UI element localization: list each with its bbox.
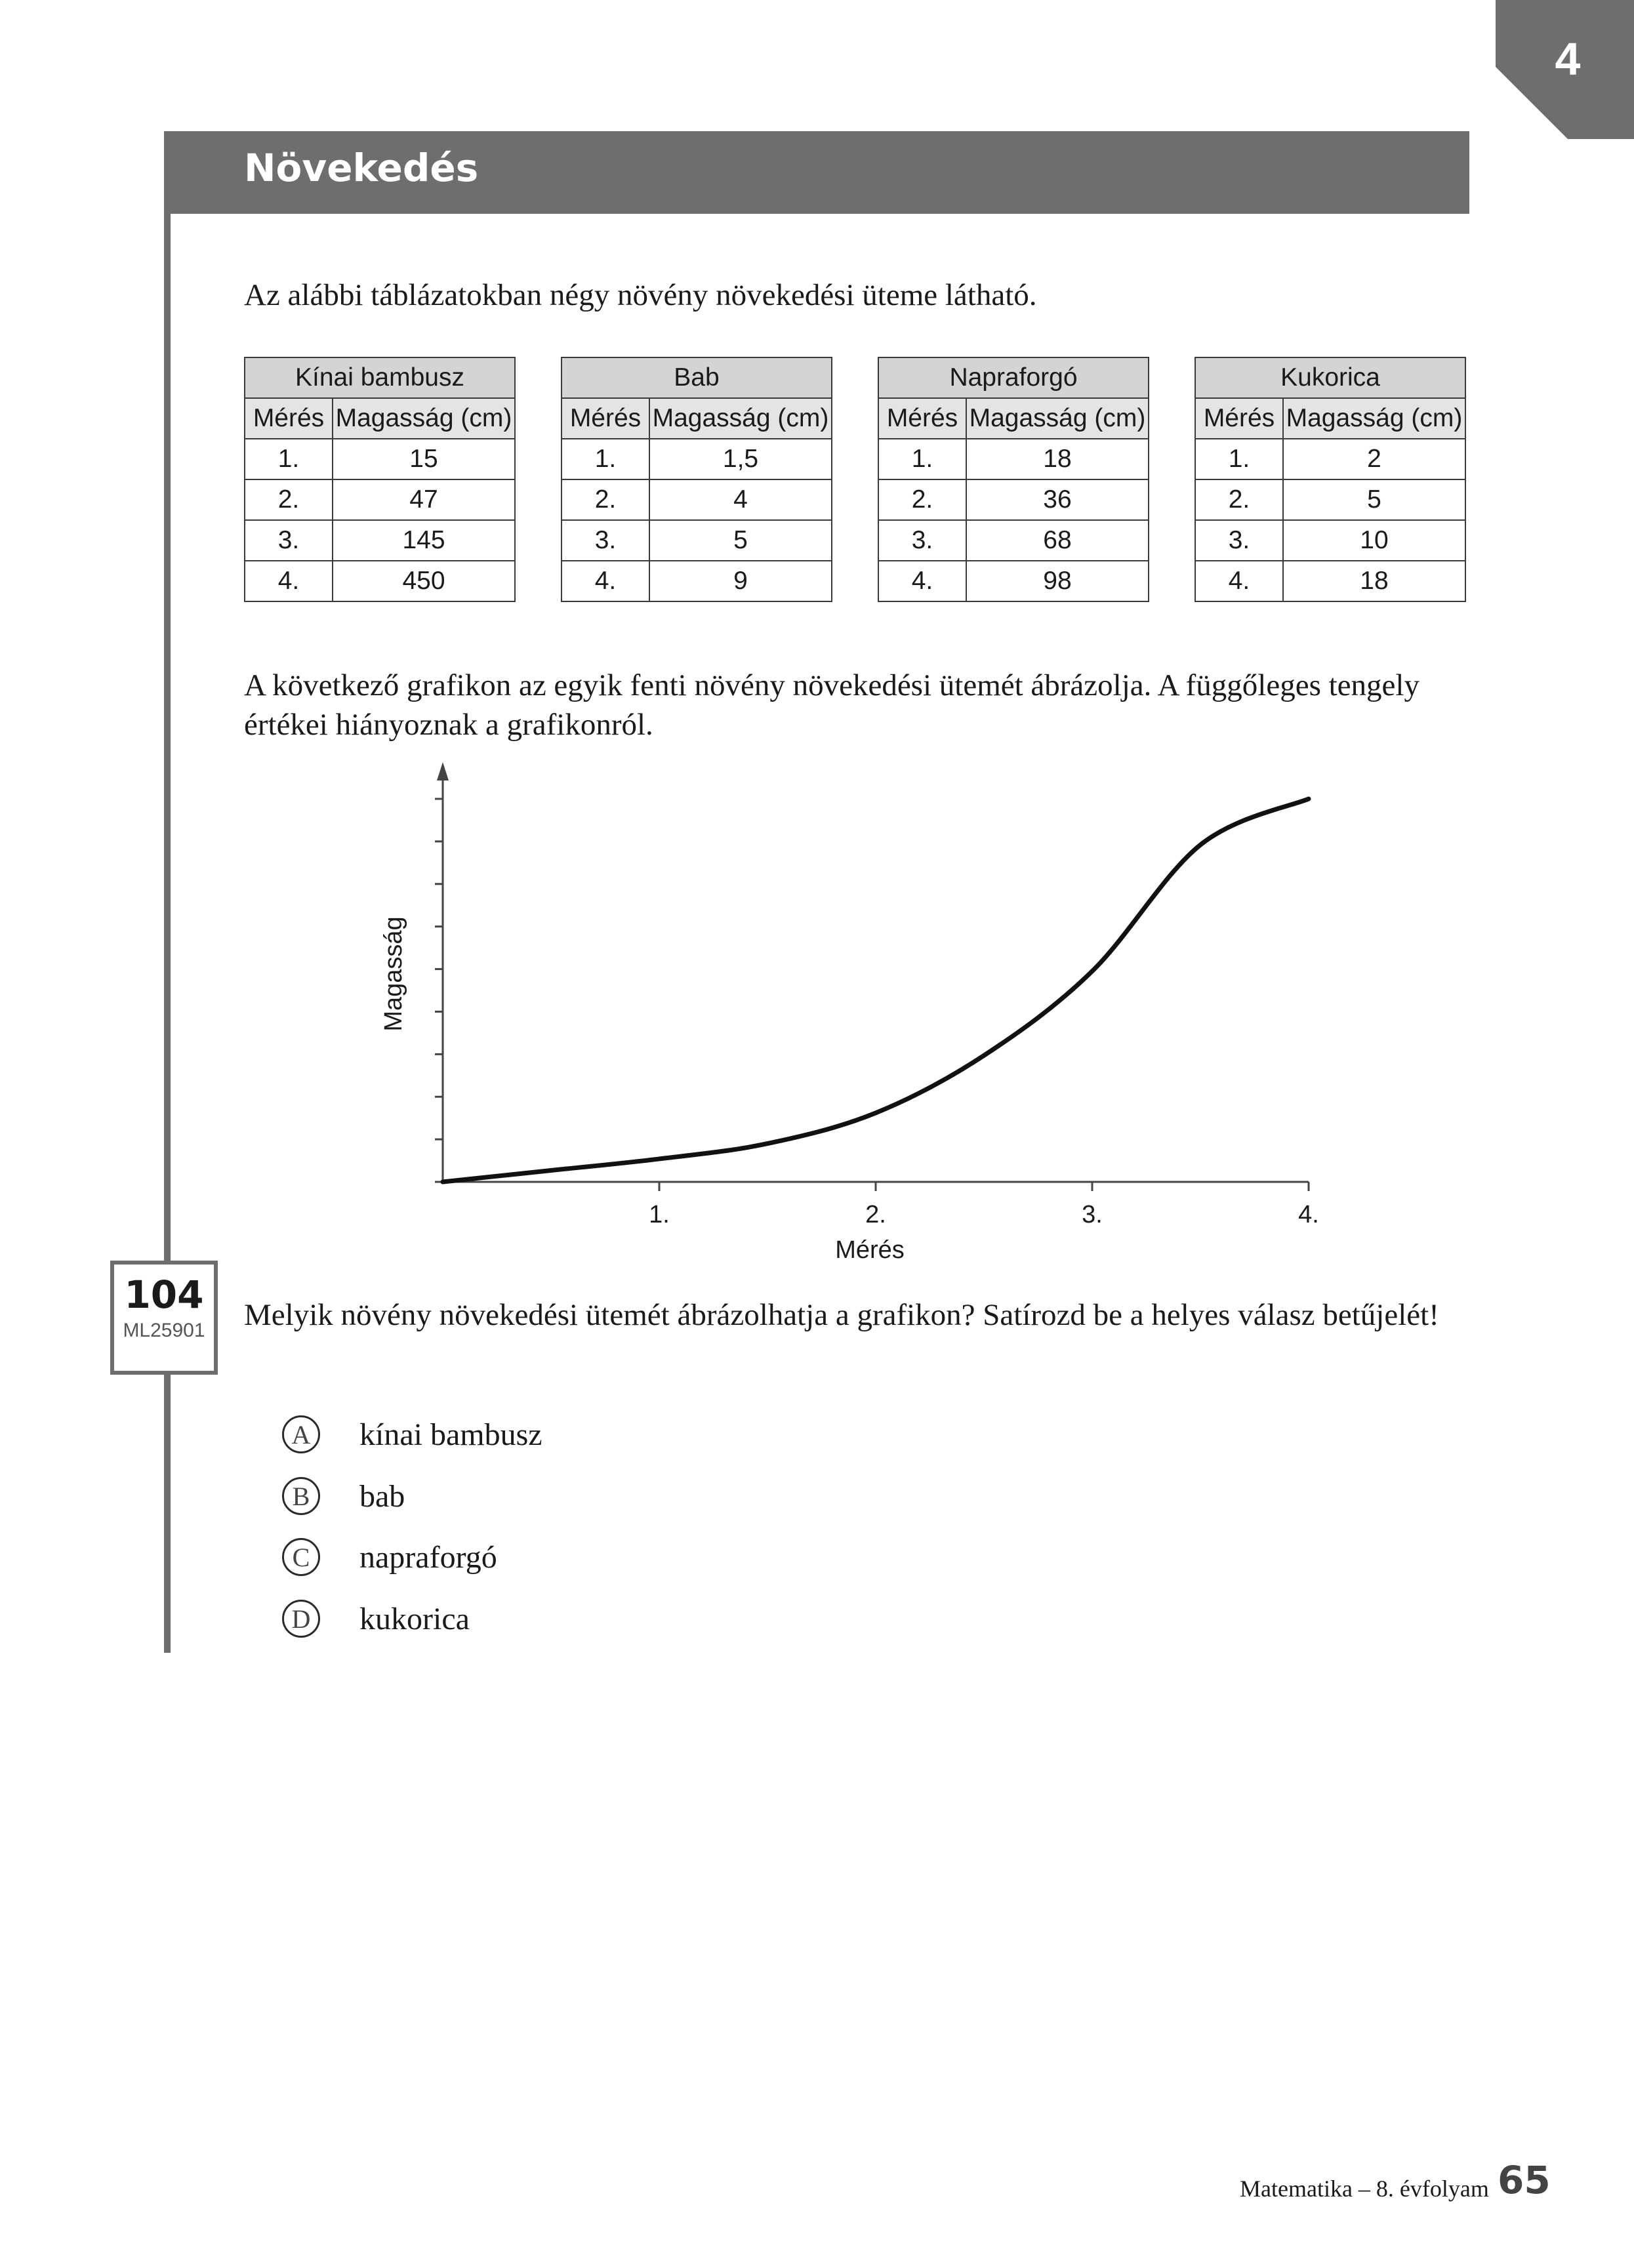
answer-bubble-b[interactable]: B xyxy=(282,1477,320,1515)
y-axis-arrow xyxy=(437,762,449,780)
answer-bubble-d[interactable]: D xyxy=(282,1600,320,1638)
column-header: Magasság (cm) xyxy=(333,398,515,439)
table-kinai-bambusz xyxy=(244,357,516,602)
intro-text: Az alábbi táblázatokban négy növény növekedési üteme látható. xyxy=(244,278,1037,312)
left-margin-rule xyxy=(164,131,171,1653)
x-tick-label: 1. xyxy=(649,1201,670,1228)
table-cell: 18 xyxy=(1283,561,1465,601)
table-row xyxy=(1195,439,1465,479)
table-cell: 3. xyxy=(878,520,966,561)
item-code: ML25901 xyxy=(123,1320,205,1341)
option-c[interactable] xyxy=(282,1534,497,1580)
x-axis-label: Mérés xyxy=(835,1236,905,1264)
table-cell: 1. xyxy=(245,439,333,479)
table-napraforgo xyxy=(878,357,1149,602)
table-bab xyxy=(561,357,832,602)
x-tick-label: 4. xyxy=(1298,1201,1319,1228)
option-label: bab xyxy=(359,1478,405,1514)
x-tick-label: 2. xyxy=(865,1201,886,1228)
table-cell: 4. xyxy=(245,561,333,601)
column-header: Mérés xyxy=(562,398,649,439)
footer-text: Matematika – 8. évfolyam xyxy=(1240,2176,1489,2202)
table-title: Bab xyxy=(562,357,832,398)
table-cell: 4 xyxy=(649,479,832,520)
table-cell: 9 xyxy=(649,561,832,601)
table-cell: 2. xyxy=(878,479,966,520)
series-line xyxy=(443,799,1309,1182)
table-row xyxy=(1195,561,1465,601)
table-cell: 2. xyxy=(562,479,649,520)
chart-axes xyxy=(435,762,1309,1182)
table-row xyxy=(878,520,1149,561)
table-cell: 3. xyxy=(562,520,649,561)
item-badge xyxy=(110,1261,218,1375)
table-cell: 2 xyxy=(1283,439,1465,479)
column-header: Mérés xyxy=(878,398,966,439)
table-cell: 4. xyxy=(562,561,649,601)
table-cell: 3. xyxy=(1195,520,1283,561)
table-cell: 1. xyxy=(562,439,649,479)
answer-bubble-c[interactable]: C xyxy=(282,1538,320,1576)
table-title: Napraforgó xyxy=(878,357,1149,398)
answer-bubble-a[interactable]: A xyxy=(282,1415,320,1453)
column-header: Magasság (cm) xyxy=(1283,398,1465,439)
option-label: kínai bambusz xyxy=(359,1417,542,1452)
option-d[interactable] xyxy=(282,1596,470,1642)
table-title: Kukorica xyxy=(1195,357,1465,398)
table-row xyxy=(1195,520,1465,561)
table-cell: 68 xyxy=(966,520,1149,561)
page-number: 65 xyxy=(1498,2158,1551,2202)
x-tick-label: 3. xyxy=(1082,1201,1103,1228)
table-cell: 1. xyxy=(878,439,966,479)
table-row xyxy=(562,479,832,520)
table-title: Kínai bambusz xyxy=(245,357,515,398)
table-cell: 4. xyxy=(1195,561,1283,601)
table-row xyxy=(245,479,515,520)
table-row xyxy=(562,439,832,479)
table-cell: 5 xyxy=(1283,479,1465,520)
table-cell: 2. xyxy=(1195,479,1283,520)
table-cell: 3. xyxy=(245,520,333,561)
table-row xyxy=(245,520,515,561)
column-header: Magasság (cm) xyxy=(966,398,1149,439)
table-cell: 450 xyxy=(333,561,515,601)
table-cell: 1. xyxy=(1195,439,1283,479)
table-row xyxy=(562,520,832,561)
chart-ticks xyxy=(435,799,1309,1191)
question-text: Melyik növény növekedési ütemét ábrázolhatja a grafikon? Satírozd be a helyes válasz betűjelét! xyxy=(244,1298,1439,1332)
page-title: Növekedés xyxy=(244,146,479,190)
item-number: 104 xyxy=(124,1272,204,1317)
table-kukorica xyxy=(1195,357,1466,602)
growth-chart xyxy=(354,754,1338,1279)
option-b[interactable] xyxy=(282,1473,405,1519)
table-row xyxy=(1195,479,1465,520)
table-cell: 4. xyxy=(878,561,966,601)
table-cell: 145 xyxy=(333,520,515,561)
graph-description: A következő grafikon az egyik fenti növény növekedési ütemét ábrázolja. A függőleges tengely értékei hiányoznak a grafikonról. xyxy=(244,668,1420,742)
column-header: Magasság (cm) xyxy=(649,398,832,439)
option-label: napraforgó xyxy=(359,1539,497,1575)
table-cell: 2. xyxy=(245,479,333,520)
table-row xyxy=(562,561,832,601)
chapter-number: 4 xyxy=(1555,33,1581,85)
table-cell: 5 xyxy=(649,520,832,561)
column-header: Mérés xyxy=(245,398,333,439)
table-row xyxy=(878,561,1149,601)
table-cell: 1,5 xyxy=(649,439,832,479)
table-cell: 10 xyxy=(1283,520,1465,561)
column-header: Mérés xyxy=(1195,398,1283,439)
y-axis-label: Magasság xyxy=(380,916,407,1032)
table-row xyxy=(245,439,515,479)
x-tick-labels xyxy=(649,1201,1319,1228)
table-cell: 47 xyxy=(333,479,515,520)
option-a[interactable] xyxy=(282,1411,542,1457)
table-row xyxy=(878,439,1149,479)
table-cell: 18 xyxy=(966,439,1149,479)
table-cell: 15 xyxy=(333,439,515,479)
table-row xyxy=(878,479,1149,520)
table-row xyxy=(245,561,515,601)
table-cell: 98 xyxy=(966,561,1149,601)
option-label: kukorica xyxy=(359,1601,470,1636)
table-cell: 36 xyxy=(966,479,1149,520)
